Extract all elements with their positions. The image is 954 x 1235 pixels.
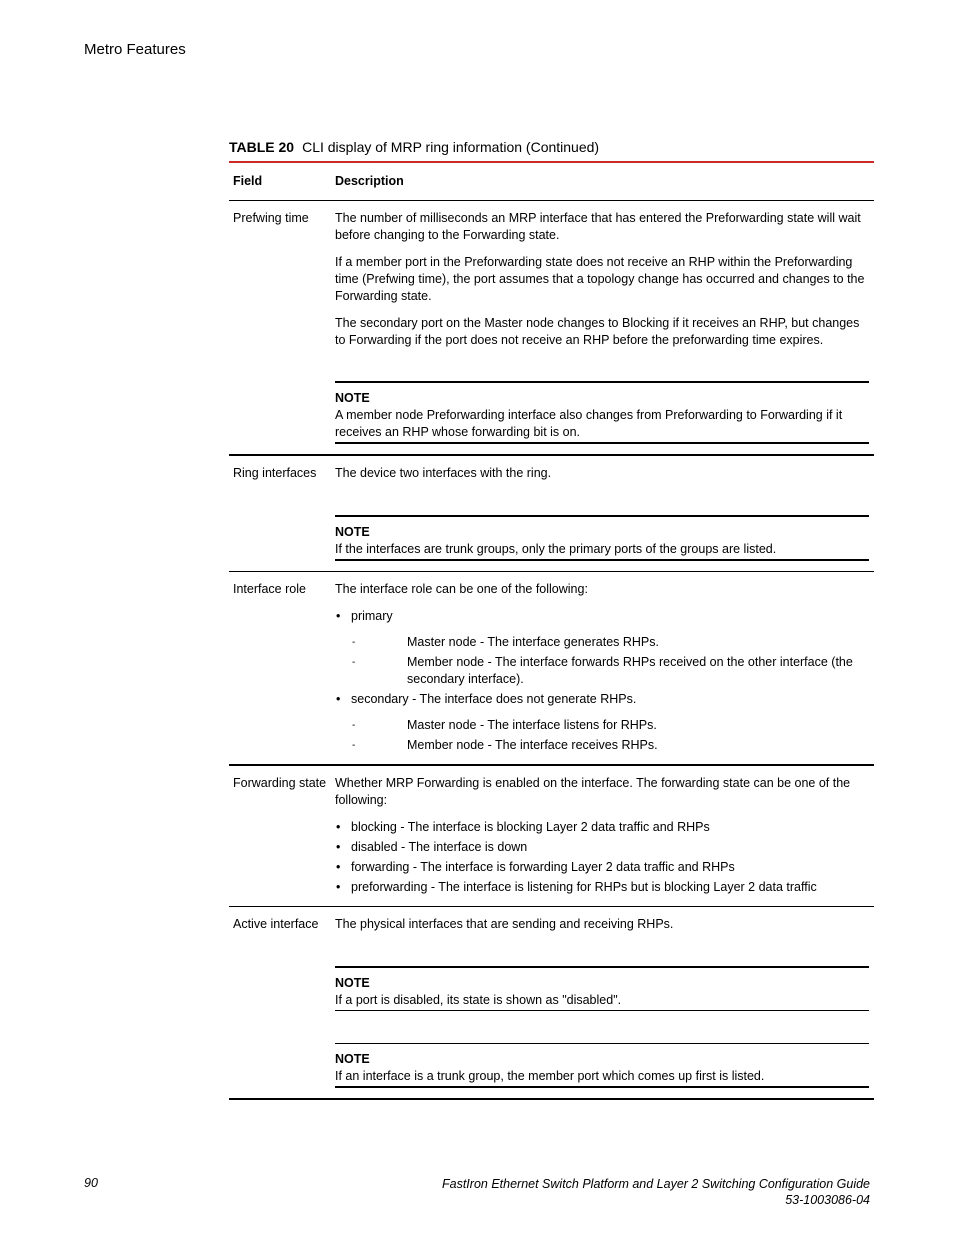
sub-item: - Master node - The interface listens for RHPs. bbox=[335, 717, 870, 734]
sub-item: - Master node - The interface generates RHPs. bbox=[335, 634, 870, 651]
field-name: Forwarding state bbox=[233, 776, 327, 790]
description-paragraph: The physical interfaces that are sending and receiving RHPs. bbox=[335, 917, 674, 931]
table-header-row bbox=[229, 163, 874, 201]
field-name: Prefwing time bbox=[233, 211, 309, 225]
note-box bbox=[335, 381, 869, 444]
mrp-ring-table bbox=[229, 163, 874, 1100]
field-description bbox=[335, 907, 874, 1098]
note-title: NOTE bbox=[335, 1052, 370, 1066]
field-description bbox=[335, 456, 874, 571]
bullet-item: • disabled - The interface is down bbox=[335, 839, 870, 856]
field-name: Active interface bbox=[233, 917, 319, 931]
description-paragraph: If a member port in the Preforwarding state does not receive an RHP within the Preforwarding time (Prefwing time), the port assumes that a topology change has occurred and changes to the Forwarding state. bbox=[335, 255, 865, 303]
note-box bbox=[335, 1043, 869, 1088]
note-text: If a port is disabled, its state is shown as "disabled". bbox=[335, 993, 622, 1007]
sub-item: - Member node - The interface receives RHPs. bbox=[335, 737, 870, 754]
table-row bbox=[229, 907, 874, 1100]
note-title: NOTE bbox=[335, 525, 370, 539]
table-row bbox=[229, 572, 874, 766]
table-caption bbox=[229, 139, 599, 155]
note-box bbox=[335, 966, 869, 1011]
note-text: If the interfaces are trunk groups, only the primary ports of the groups are listed. bbox=[335, 542, 777, 556]
note-text: A member node Preforwarding interface also changes from Preforwarding to Forwarding if it receives an RHP whose forwarding bit is on. bbox=[335, 408, 843, 439]
field-name: Interface role bbox=[233, 582, 306, 596]
page-number: 90 bbox=[84, 1176, 98, 1190]
bullet-item: • blocking - The interface is blocking Layer 2 data traffic and RHPs bbox=[335, 819, 870, 836]
section-header: Metro Features bbox=[84, 41, 186, 58]
bullet-item: • secondary - The interface does not generate RHPs. bbox=[335, 691, 870, 708]
note-title: NOTE bbox=[335, 976, 370, 990]
table-caption-label: TABLE 20 bbox=[229, 139, 295, 155]
description-paragraph: The number of milliseconds an MRP interface that has entered the Preforwarding state will wait before changing to the Forwarding state. bbox=[335, 211, 861, 242]
note-text: If an interface is a trunk group, the member port which comes up first is listed. bbox=[335, 1069, 765, 1083]
description-paragraph: The device two interfaces with the ring. bbox=[335, 466, 552, 480]
doc-number: 53-1003086-04 bbox=[785, 1193, 870, 1207]
column-header-description: Description bbox=[335, 174, 404, 188]
table-row bbox=[229, 766, 874, 907]
table-row bbox=[229, 456, 874, 572]
description-paragraph: Whether MRP Forwarding is enabled on the interface. The forwarding state can be one of the following: bbox=[335, 776, 851, 807]
note-box bbox=[335, 515, 869, 561]
guide-title: FastIron Ethernet Switch Platform and Layer 2 Switching Configuration Guide bbox=[442, 1177, 870, 1191]
note-title: NOTE bbox=[335, 391, 370, 405]
column-header-field: Field bbox=[233, 174, 263, 188]
table-row bbox=[229, 201, 874, 456]
field-description bbox=[335, 201, 874, 454]
description-paragraph: The interface role can be one of the following: bbox=[335, 582, 588, 596]
bullet-item: • primary bbox=[335, 608, 870, 625]
description-paragraph: The secondary port on the Master node changes to Blocking if it receives an RHP, but changes to Forwarding if the port does not receive an RHP before the preforwarding time expires. bbox=[335, 316, 860, 347]
sub-item: - Member node - The interface forwards RHPs received on the other interface (the secondary interface). bbox=[335, 654, 870, 688]
field-description bbox=[335, 572, 874, 764]
field-description bbox=[335, 766, 874, 906]
bullet-item: • preforwarding - The interface is listening for RHPs but is blocking Layer 2 data traffic bbox=[335, 879, 870, 896]
table-caption-text: CLI display of MRP ring information (Continued) bbox=[302, 139, 600, 155]
bullet-item: • forwarding - The interface is forwarding Layer 2 data traffic and RHPs bbox=[335, 859, 870, 876]
footer-guide bbox=[442, 1176, 870, 1208]
field-name: Ring interfaces bbox=[233, 466, 317, 480]
